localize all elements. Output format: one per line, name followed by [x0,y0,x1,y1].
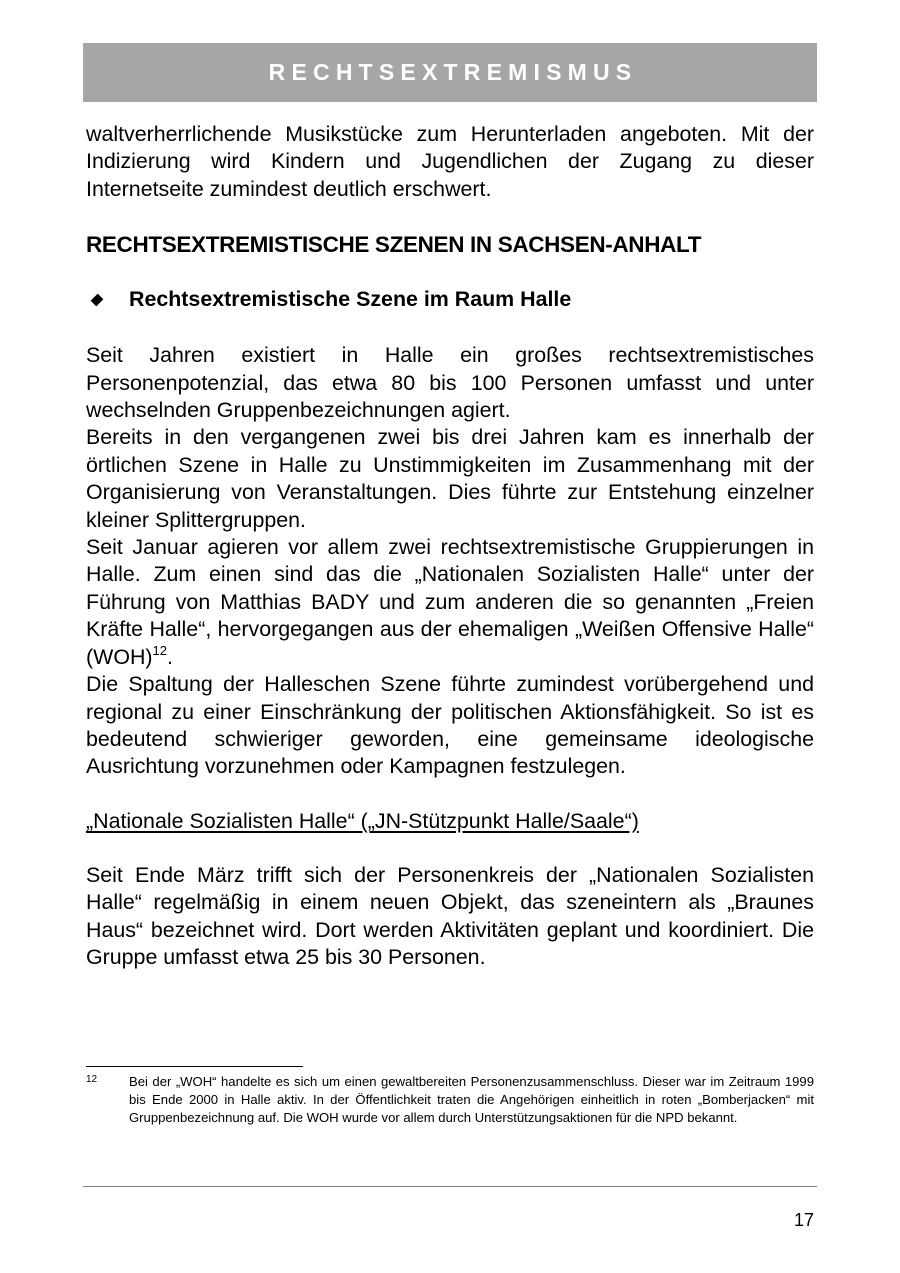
footnote-text: Bei der „WOH“ handelte es sich um einen gewaltbereiten Personenzusammenschluss. Dieser war im Zeitraum 1999 bis Ende 2000 in Halle aktiv. In der Öffentlichkeit traten die Angehörigen einheitlich in roten „Bomberjacken“ mit Gruppenbezeichnung auf. Die WOH wurde vor allem durch Unterstützungsaktionen für die NPD bekannt. [129,1074,814,1125]
page-number: 17 [793,1210,814,1230]
footnote-divider [86,1066,303,1067]
footnote-reference[interactable]: 12 [152,642,167,658]
intro-paragraph: waltverherrlichende Musikstücke zum Herunterladen angeboten. Mit der Indizierung wird Kindern und Jugendlichen der Zugang zu dieser Internetseite zumindest deutlich erschwert. [86,122,814,201]
body-paragraph: Bereits in den vergangenen zwei bis drei Jahren kam es innerhalb der örtlichen Szene in Halle zu Unstimmigkeiten im Zusammenhang mit der Organisierung von Veranstaltungen. Dies führte zur Entstehung einzelner kleiner Splittergruppen. [86,425,814,532]
header-title: RECHTSEXTREMISMUS [268,59,638,85]
body-paragraph [86,534,814,671]
body-paragraph: Die Spaltung der Halleschen Szene führte zumindest vorübergehend und regional zu einer Einschränkung der politischen Aktionsfähigkeit. So ist es bedeutend schwieriger geworden, eine gemeinsame ideologische Ausrichtung vorzunehmen oder Kampagnen festzulegen. [86,672,814,779]
paragraph-period: . [167,644,173,669]
footnote [86,1073,814,1127]
diamond-bullet-icon [91,293,104,306]
subsection-heading-text: Rechtsextremistische Szene im Raum Halle [129,287,572,312]
subsection2-heading: „Nationale Sozialisten Halle“ („JN-Stützpunkt Halle/Saale“) [86,808,639,833]
page-content [86,121,814,971]
header-bar [83,43,817,102]
body-paragraph: Seit Ende März trifft sich der Personenkreis der „Nationalen Sozialisten Halle“ regelmäßig in einem neuen Objekt, das szeneintern als „Braunes Haus“ bezeichnet wird. Dort werden Aktivitäten geplant und koordiniert. Die Gruppe umfasst etwa 25 bis 30 Personen. [86,862,814,969]
section-heading: RECHTSEXTREMISTISCHE SZENEN IN SACHSEN-ANHALT [86,232,702,258]
body-paragraph: Seit Jahren existiert in Halle ein großes rechtsextremistisches Personenpotenzial, das etwa 80 bis 100 Personen umfasst und unter wechselnden Gruppenbezeichnungen agiert. [86,343,814,423]
footer-divider [83,1186,817,1187]
subsection-heading [86,287,814,312]
footnote-marker: 12 [86,1074,98,1085]
body-paragraph-text: Seit Januar agieren vor allem zwei rechtsextremistische Gruppierungen in Halle. Zum einen sind das die „Nationalen Sozialisten Halle“ unter der Führung von Matthias BADY und zum anderen die so genannten „Freien Kräfte Halle“, hervorgegangen aus der ehemaligen „Weißen Offensive Halle“ (WOH) [86,535,814,669]
